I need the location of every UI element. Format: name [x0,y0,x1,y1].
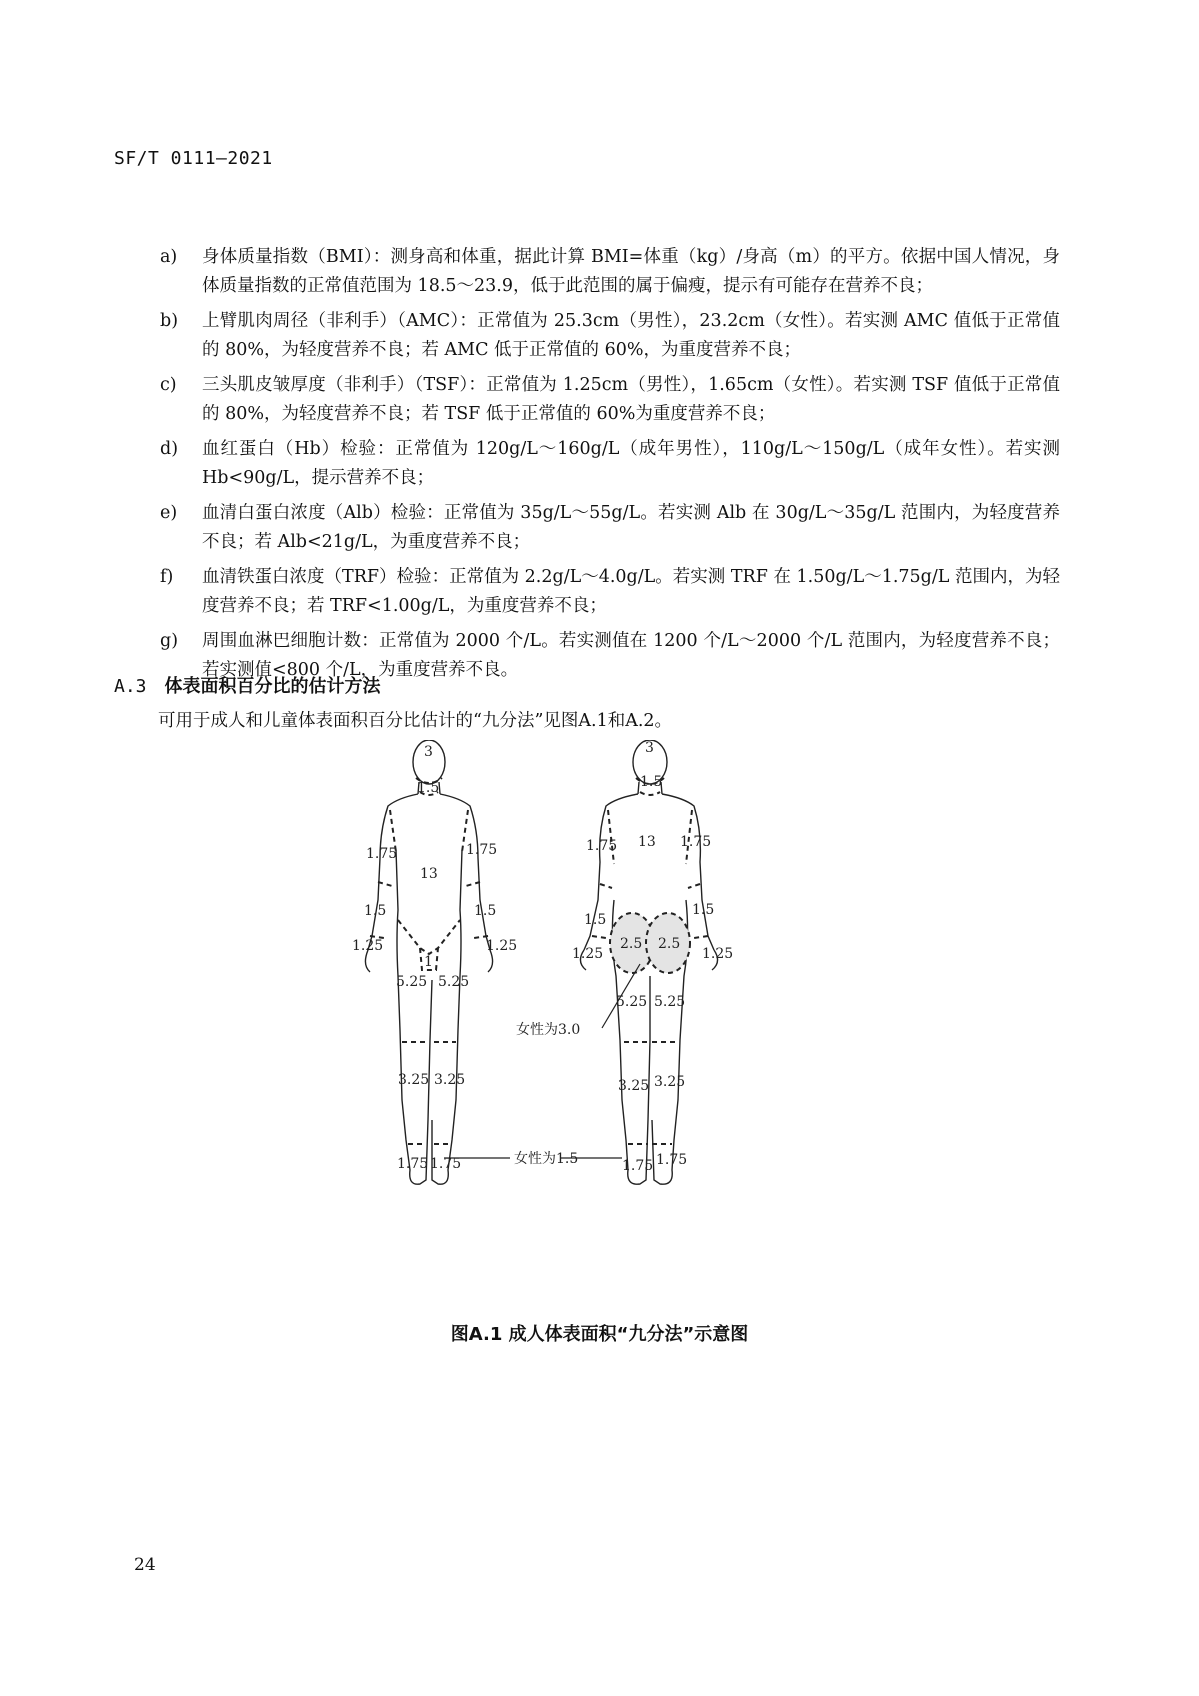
back-leg-right-label: 3.25 [654,1074,686,1090]
front-forearm-right-label: 1.5 [474,903,497,919]
body-surface-figure [350,740,830,1305]
list-item [160,371,1060,429]
front-forearm-left-label: 1.5 [364,903,387,919]
intro-paragraph: 可用于成人和儿童体表面积百分比估计的“九分法”见图A.1和A.2。 [158,711,673,731]
back-upper-arm-left-label: 1.75 [586,838,618,854]
list-text: 上臂肌肉周径（非利手）（AMC）：正常值为 25.3cm（男性），23.2cm（女性）。若实测 AMC 值低于正常值的 80%，为轻度营养不良；若 AMC 低于正常值的 60%，为重度营养不良； [202,311,1060,360]
list-marker: g) [160,631,179,651]
back-thigh-left-label: 5.25 [616,994,648,1010]
list-marker: c) [160,375,177,395]
front-foot-right-label: 1.75 [430,1156,462,1172]
front-genital-label: 1 [424,954,433,970]
back-hand-left-label: 1.25 [572,946,604,962]
list-item [160,563,1060,621]
back-foot-left-label: 1.75 [622,1158,654,1174]
list-text: 血红蛋白（Hb）检验：正常值为 120g/L～160g/L（成年男性），110g/L～150g/L（成年女性）。若实测 Hb<90g/L，提示营养不良； [202,439,1060,488]
front-leg-right-label: 3.25 [434,1072,466,1088]
back-thigh-right-label: 5.25 [654,994,686,1010]
back-forearm-left-label: 1.5 [584,912,607,928]
section-heading [114,672,381,698]
front-thigh-left-label: 5.25 [396,974,428,990]
list-text: 血清白蛋白浓度（Alb）检验：正常值为 35g/L～55g/L。若实测 Alb 在 30g/L～35g/L 范围内，为轻度营养不良；若 Alb<21g/L，为重度营养不良； [202,503,1060,552]
back-neck-label: 1.5 [640,774,663,790]
list-marker: a) [160,247,178,267]
back-hand-right-label: 1.25 [702,946,734,962]
front-foot-left-label: 1.75 [397,1156,429,1172]
list-text: 血清铁蛋白浓度（TRF）检验：正常值为 2.2g/L～4.0g/L。若实测 TRF 在 1.50g/L～1.75g/L 范围内，为轻度营养不良；若 TRF<1.00g/L，为重度营养不良； [202,567,1060,616]
female-buttock-note: 女性为3.0 [516,1022,581,1038]
list-marker: b) [160,311,179,331]
list-text: 三头肌皮皱厚度（非利手）（TSF）：正常值为 1.25cm（男性），1.65cm（女性）。若实测 TSF 值低于正常值的 80%，为轻度营养不良；若 TSF 低于正常值的 60%为重度营养不良； [202,375,1060,424]
document-header: SF/T 0111—2021 [114,148,273,169]
list-text: 身体质量指数（BMI）：测身高和体重，据此计算 BMI=体重（kg）/身高（m）的平方。依据中国人情况，身体质量指数的正常值范围为 18.5～23.9，低于此范围的属于偏瘦，提示有可能存在营养不良； [202,247,1060,296]
list-item [160,243,1060,301]
list-item [160,499,1060,557]
list-marker: d) [160,439,179,459]
list-marker: e) [160,503,178,523]
body-diagram [350,740,830,1305]
back-foot-right-label: 1.75 [656,1152,688,1168]
back-buttock-right-label: 2.5 [658,936,681,952]
front-trunk-label: 13 [420,866,438,882]
front-upper-arm-left-label: 1.75 [366,846,398,862]
list-item [160,435,1060,493]
section-title: 体表面积百分比的估计方法 [164,676,381,697]
back-upper-arm-right-label: 1.75 [680,834,712,850]
page-number: 24 [134,1555,156,1575]
front-leg-left-label: 3.25 [398,1072,430,1088]
back-leg-left-label: 3.25 [618,1078,650,1094]
front-hand-left-label: 1.25 [352,938,384,954]
female-foot-note: 女性为1.5 [514,1151,579,1167]
list-marker: f) [160,567,174,587]
front-thigh-right-label: 5.25 [438,974,470,990]
front-neck-label: 1.5 [417,780,440,796]
back-trunk-label: 13 [638,834,656,850]
front-head-label: 3 [424,744,433,760]
section-number: A.3 [114,676,147,697]
front-hand-right-label: 1.25 [486,938,518,954]
list-item [160,307,1060,365]
figure-caption: 图A.1 成人体表面积“九分法”示意图 [450,1324,749,1345]
back-head-label: 3 [645,740,654,756]
back-buttock-left-label: 2.5 [620,936,643,952]
criteria-list [160,243,1060,691]
back-forearm-right-label: 1.5 [692,902,715,918]
list-text: 周围血淋巴细胞计数：正常值为 2000 个/L。若实测值在 1200 个/L～2000 个/L 范围内，为轻度营养不良；若实测值<800 个/L，为重度营养不良。 [202,631,1060,680]
front-upper-arm-right-label: 1.75 [466,842,498,858]
